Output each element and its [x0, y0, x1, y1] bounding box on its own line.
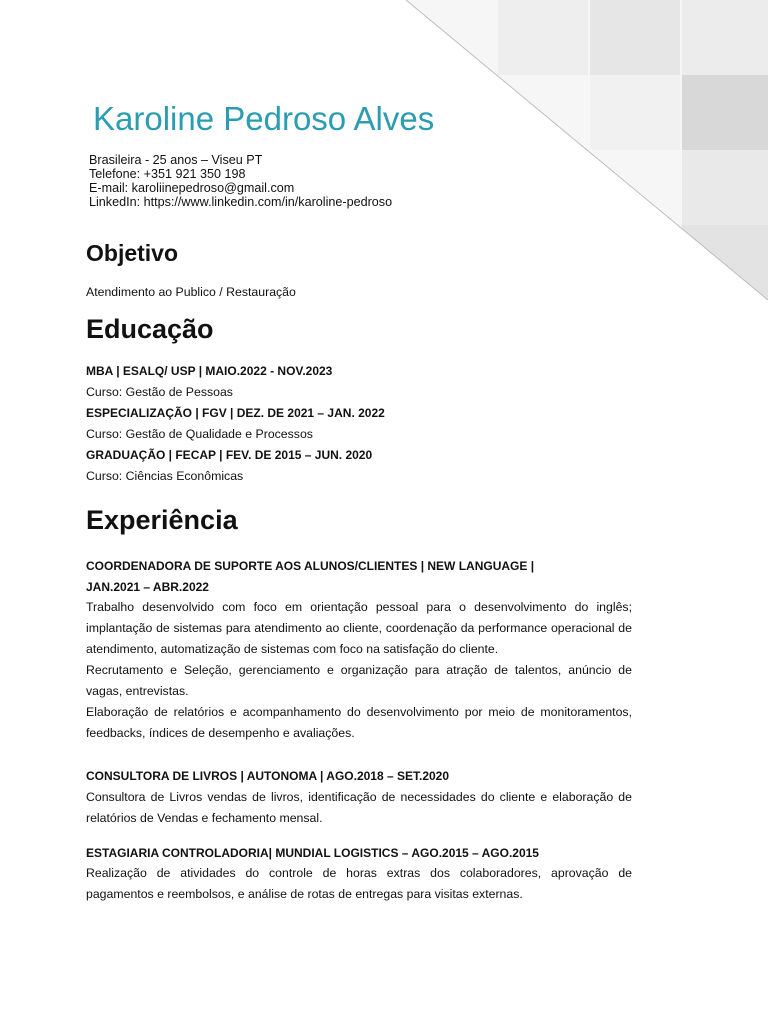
education-detail: Curso: Gestão de Pessoas — [86, 385, 233, 399]
contact-email: E-mail: karoliinepedroso@gmail.com — [89, 181, 295, 195]
candidate-name: Karoline Pedroso Alves — [93, 100, 435, 137]
contact-linkedin: LinkedIn: https://www.linkedin.com/in/karoline-pedroso — [89, 195, 393, 209]
education-heading: MBA | ESALQ/ USP | MAIO.2022 - NOV.2023 — [86, 364, 333, 378]
section-title-educacao: Educação — [86, 314, 214, 344]
education-detail: Curso: Gestão de Qualidade e Processos — [86, 427, 313, 441]
section-title-experiencia: Experiência — [86, 505, 238, 535]
education-heading: GRADUAÇÃO | FECAP | FEV. DE 2015 – JUN. 2020 — [86, 448, 373, 462]
education-detail: Curso: Ciências Econômicas — [86, 469, 244, 483]
experience-heading-dates: JAN.2021 – ABR.2022 — [86, 580, 209, 594]
experience-heading: CONSULTORA DE LIVROS | AUTONOMA | AGO.2018 – SET.2020 — [86, 769, 450, 783]
section-title-objetivo: Objetivo — [86, 240, 179, 266]
experience-paragraph: Trabalho desenvolvido com foco em orientação pessoal para o desenvolvimento do inglês; implantação de sistemas para atendimento ao cliente, coordenação da performance operacional de atendimento, automatização de sistemas com foco na satisfação do cliente. — [86, 600, 632, 656]
experience-paragraph: Consultora de Livros vendas de livros, identificação de necessidades do cliente e elaboração de relatórios de Vendas e fechamento mensal. — [86, 790, 632, 825]
objective-text: Atendimento ao Publico / Restauração — [86, 285, 296, 299]
experience-paragraph: Elaboração de relatórios e acompanhamento do desenvolvimento por meio de monitoramentos, feedbacks, índices de desempenho e avaliações. — [86, 705, 632, 740]
experience-heading: ESTAGIARIA CONTROLADORIA| MUNDIAL LOGISTICS – AGO.2015 – AGO.2015 — [86, 846, 539, 860]
contact-block — [89, 153, 392, 209]
contact-nationality: Brasileira - 25 anos – Viseu PT — [89, 153, 263, 167]
experience-paragraph: Realização de atividades do controle de horas extras dos colaboradores, aprovação de pagamentos e reembolsos, e análise de rotas de entregas para visitas externas. — [86, 866, 632, 901]
contact-phone: Telefone: +351 921 350 198 — [89, 167, 246, 181]
experience-heading: COORDENADORA DE SUPORTE AOS ALUNOS/CLIENTES | NEW LANGUAGE | — [86, 559, 535, 573]
experience-paragraph: Recrutamento e Seleção, gerenciamento e organização para atração de talentos, anúncio de vagas, entrevistas. — [86, 663, 632, 698]
education-heading: ESPECIALIZAÇÃO | FGV | DEZ. DE 2021 – JAN. 2022 — [86, 406, 385, 420]
